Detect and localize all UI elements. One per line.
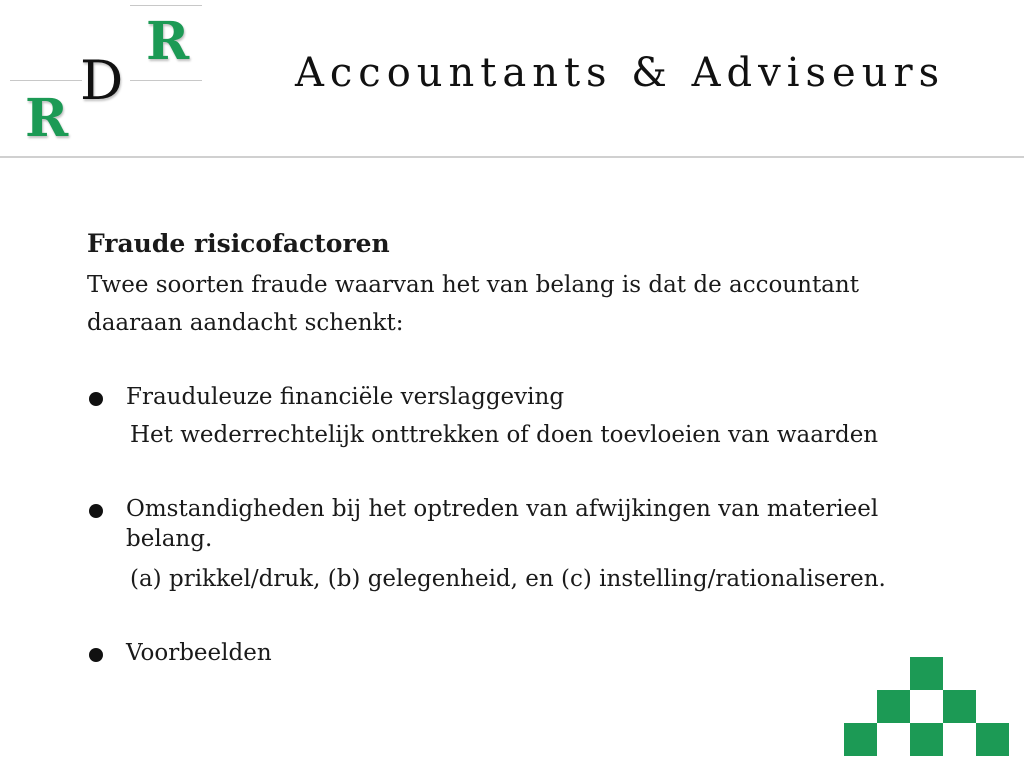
bullet-subtext: (a) prikkel/druk, (b) gelegenheid, en (c) instelling/rationaliseren. xyxy=(130,566,886,592)
slide-content xyxy=(87,226,957,666)
header-title: Accountants & Adviseurs xyxy=(295,50,946,96)
logo-line-middle-left xyxy=(10,80,82,81)
bullet-text: Omstandigheden bij het optreden van afwijkingen van materieel belang. xyxy=(126,496,879,552)
logo-letter-bottom: R xyxy=(25,88,69,149)
company-logo xyxy=(0,0,210,150)
bullet-text: Voorbeelden xyxy=(126,640,272,666)
checker-square xyxy=(877,690,910,723)
bullet-text: Frauduleuze financiële verslaggeving xyxy=(126,384,565,410)
logo-line-middle-right xyxy=(130,80,202,81)
green-checker-decoration xyxy=(844,657,1010,757)
bullet-dot-icon xyxy=(89,504,103,518)
checker-square xyxy=(910,723,943,756)
bullet-dot-icon xyxy=(89,648,103,662)
checker-square xyxy=(976,723,1009,756)
bullet-dot-icon xyxy=(89,392,103,406)
logo-letter-top: R xyxy=(146,11,190,72)
checker-square xyxy=(844,723,877,756)
checker-square xyxy=(943,690,976,723)
slide-intro: Twee soorten fraude waarvan het van belang is dat de accountant daaraan aandacht schenkt: xyxy=(87,272,859,336)
logo-letter-middle: D xyxy=(80,49,124,112)
header-divider xyxy=(0,156,1024,158)
bullet-subtext: Het wederrechtelijk onttrekken of doen toevloeien van waarden xyxy=(130,422,879,448)
logo-line-top xyxy=(130,5,202,6)
slide-heading: Fraude risicofactoren xyxy=(87,229,390,258)
checker-square xyxy=(910,657,943,690)
